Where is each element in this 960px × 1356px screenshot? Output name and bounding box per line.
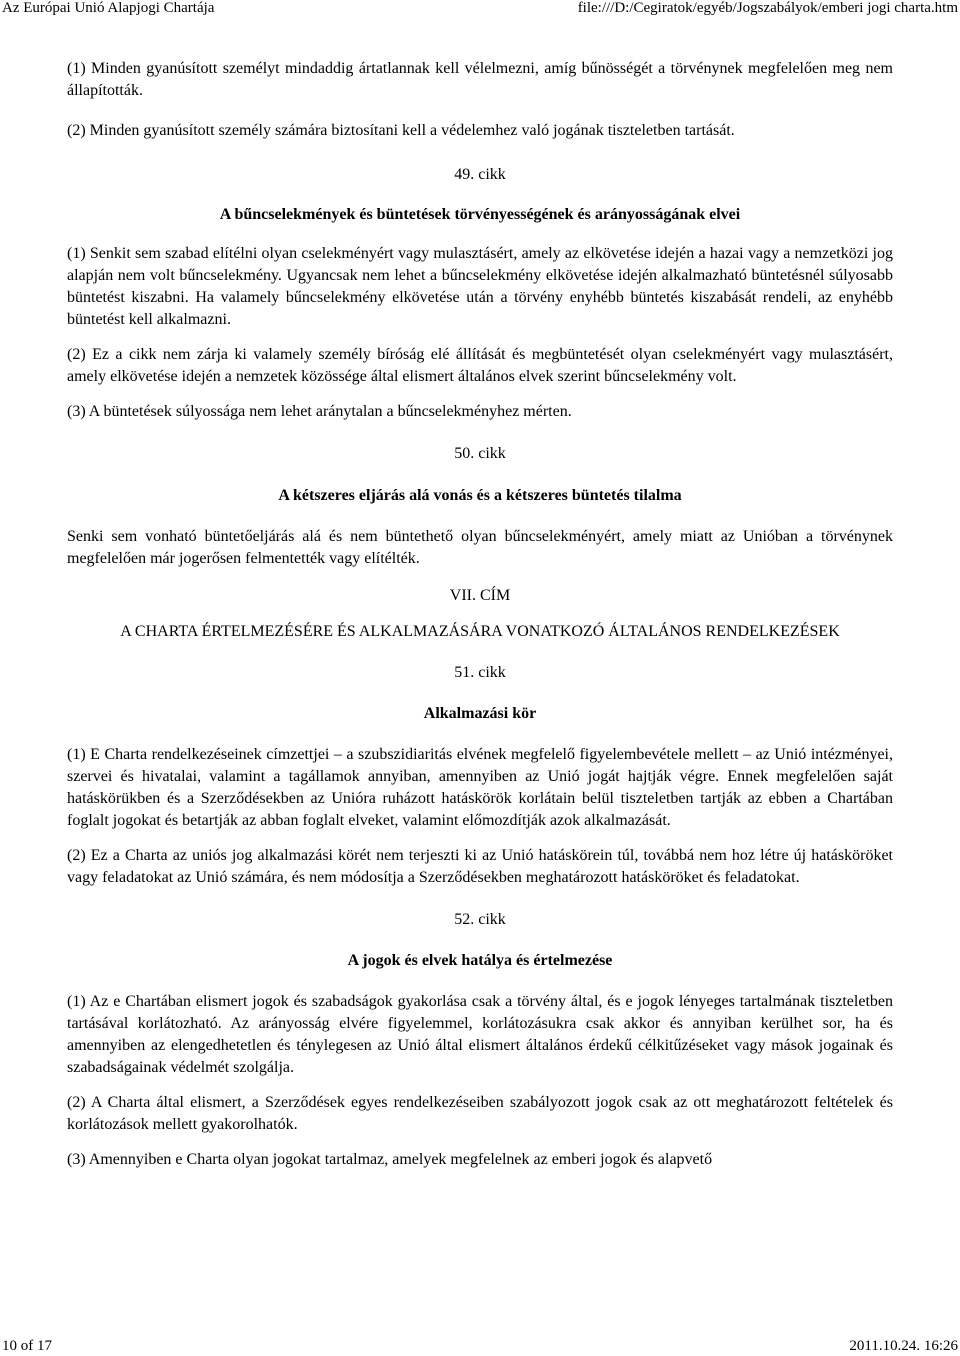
title-vii-name: A CHARTA ÉRTELMEZÉSÉRE ÉS ALKALMAZÁSÁRA VONATKOZÓ ÁLTALÁNOS RENDELKEZÉSEK bbox=[120, 623, 840, 640]
article-51-title: Alkalmazási kör bbox=[423, 705, 537, 722]
document-body bbox=[67, 58, 893, 1171]
article-49-number: 49. cikk bbox=[454, 166, 506, 183]
art49-para-1: (1) Senkit sem szabad elítélni olyan cselekményért vagy mulasztásért, amely az elkövetése idején a hazai vagy a nemzetközi jog alapján nem volt bűncselekmény. Ugyancsak nem lehet a bűncselekmény elkövetése idején alkalmazható büntetésnél súlyosabb büntetést kiszabni. Ha valamely bűncselekmény elkövetése után a törvény enyhébb büntetés kiszabását rendeli, az enyhébb büntetést kell alkalmazni. bbox=[67, 245, 893, 328]
article-52-title: A jogok és elvek hatálya és értelmezése bbox=[347, 952, 613, 969]
art51-para-2: (2) Ez a Charta az uniós jog alkalmazási körét nem terjeszti ki az Unió hatáskörein túl, továbbá nem hoz létre új hatásköröket vagy feladatokat az Unió számára, és nem módosítja a Szerződésekben meghatározott hatásköröket és feladatokat. bbox=[67, 847, 893, 886]
article-50-title: A kétszeres eljárás alá vonás és a kétszeres büntetés tilalma bbox=[278, 487, 682, 504]
art48-para-1: (1) Minden gyanúsított személyt mindaddig ártatlannak kell vélelmezni, amíg bűnösségét a törvénynek megfelelően meg nem állapították. bbox=[67, 60, 893, 99]
print-datetime: 2011.10.24. 16:26 bbox=[849, 1338, 958, 1354]
article-49-title: A bűncselekmények és büntetések törvényességének és arányosságának elvei bbox=[219, 206, 741, 223]
document-title: Az Európai Unió Alapjogi Chartája bbox=[2, 0, 215, 16]
article-51-number: 51. cikk bbox=[454, 664, 506, 681]
art48-para-2: (2) Minden gyanúsított személy számára biztosítani kell a védelemhez való jogának tiszteletben tartását. bbox=[67, 122, 735, 139]
art52-para-1: (1) Az e Chartában elismert jogok és szabadságok gyakorlása csak a törvény által, és e jogok lényeges tartalmának tiszteletben tartásával korlátozható. Az arányosság elvére figyelemmel, korlátozásukra csak akkor és annyiban kerülhet sor, ha és amennyiben az elengedhetetlen és ténylegesen az Unió által elismert általános érdekű célkitűzéseket vagy mások jogainak és szabadságainak védelmét szolgálja. bbox=[67, 993, 893, 1076]
art49-para-2: (2) Ez a cikk nem zárja ki valamely személy bíróság elé állítását és megbüntetését olyan cselekményért vagy mulasztásért, amely elkövetése idején a nemzetek közössége által elismert általános elvek szerint bűncselekmény volt. bbox=[67, 346, 893, 385]
page-counter: 10 of 17 bbox=[2, 1338, 52, 1354]
article-50-number: 50. cikk bbox=[454, 445, 506, 462]
art51-para-1: (1) E Charta rendelkezéseinek címzettjei – a szubszidiaritás elvének megfelelő figyelembevétele mellett – az Unió intézményei, szervei és hivatalai, valamint a tagállamok annyiban, amennyiben az Unió jogát hajtják végre. Ennek megfelelően saját hatáskörükben és a Szerződésekben az Unióra ruházott hatáskörök korlátain belül tiszteletben tartják az ebben a Chartában foglalt jogokat és betartják az abban foglalt elveket, valamint előmozdítják azok alkalmazását. bbox=[67, 746, 893, 829]
document-url: file:///D:/Cegiratok/egyéb/Jogszabályok/emberi jogi charta.htm bbox=[577, 0, 958, 16]
title-vii-number: VII. CÍM bbox=[449, 587, 511, 604]
art50-para: Senki sem vonható büntetőeljárás alá és nem büntethető olyan bűncselekményért, amely miatt az Unióban a törvénynek megfelelően már jogerősen felmentették vagy elítélték. bbox=[67, 528, 893, 567]
art52-para-2: (2) A Charta által elismert, a Szerződések egyes rendelkezéseiben szabályozott jogok csak az ott meghatározott feltételek és korlátozások mellett gyakorolhatók. bbox=[67, 1094, 893, 1133]
article-52-number: 52. cikk bbox=[454, 911, 506, 928]
art52-para-3: (3) Amennyiben e Charta olyan jogokat tartalmaz, amelyek megfelelnek az emberi jogok és alapvető bbox=[67, 1151, 713, 1168]
art49-para-3: (3) A büntetések súlyossága nem lehet aránytalan a bűncselekményhez mérten. bbox=[67, 403, 572, 420]
